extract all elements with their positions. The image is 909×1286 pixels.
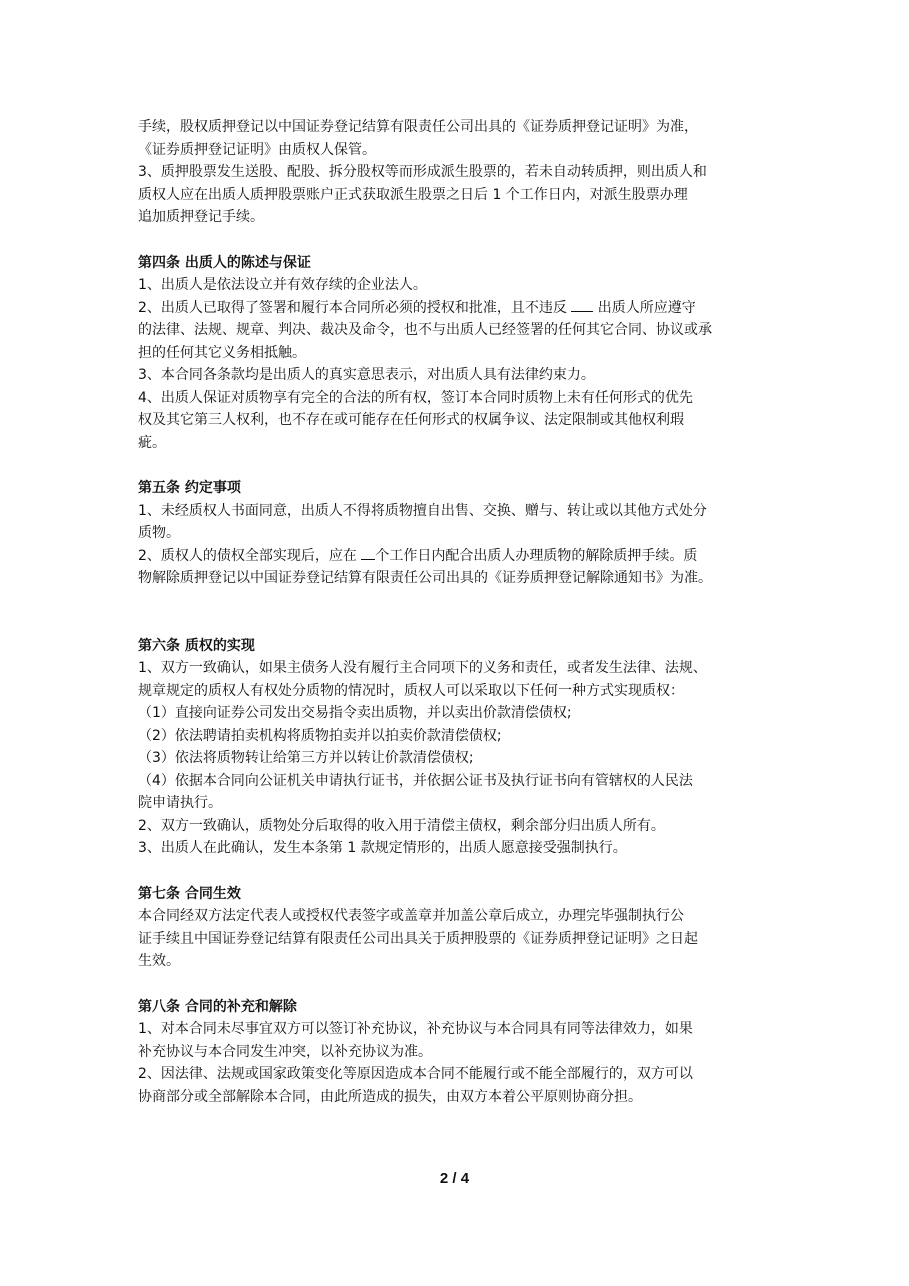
- paragraph-line: [138, 545, 778, 568]
- section-title-6: 第六条 质权的实现: [138, 637, 255, 654]
- section-title-5: 第五条 约定事项: [138, 480, 241, 496]
- paragraph-line: 1、双方一致确认，如果主债务人没有履行主合同项下的义务和责任，或者发生法律、法规、: [138, 660, 707, 676]
- paragraph-line: 1、未经质权人书面同意，出质人不得将质物擅自出售、交换、赠与、转让或以其他方式处分: [138, 502, 707, 519]
- paragraph-line: 证手续且中国证券登记结算有限责任公司出具关于质押股票的《证券质押登记证明》之日起: [138, 930, 698, 947]
- page-number: 2 / 4: [439, 1170, 470, 1187]
- list-item: （3）依法将质物转让给第三方并以转让价款清偿债权;: [138, 750, 474, 766]
- paragraph-line: 规章规定的质权人有权处分质物的情况时，质权人可以采取以下任何一种方式实现质权：: [138, 682, 684, 699]
- paragraph-line: 手续，股权质押登记以中国证券登记结算有限责任公司出具的《证券质押登记证明》为准，: [138, 119, 698, 135]
- text-run: 出质人所应遵守: [593, 299, 696, 316]
- contract-body: [138, 116, 778, 1108]
- paragraph-line: 生效。: [138, 953, 180, 969]
- section-title-7: 第七条 合同生效: [138, 885, 241, 902]
- paragraph-line: 补充协议与本合同发生冲突，以补充协议为准。: [138, 1043, 432, 1060]
- paragraph-line: 4、出质人保证对质物享有完全的合法的所有权，签订本合同时质物上未有任何形式的优先: [138, 389, 693, 406]
- paragraph-line: 院申请执行。: [138, 795, 222, 811]
- paragraph-line: 1、对本合同未尽事宜双方可以签订补充协议，补充协议与本合同具有同等法律效力，如果: [138, 1021, 693, 1037]
- section-title-4: 第四条 出质人的陈述与保证: [138, 254, 311, 271]
- section-title-8: 第八条 合同的补充和解除: [138, 998, 297, 1015]
- paragraph-line: 权及其它第三人权利，也不存在或可能存在任何形式的权属争议、法定限制或其他权利瑕: [138, 412, 684, 428]
- paragraph-line: 3、质押股票发生送股、配股、拆分股权等而形成派生股票的，若未自动转质押，则出质人和: [138, 164, 707, 180]
- paragraph-line: 质权人应在出质人质押股票账户正式获取派生股票之日后 1 个工作日内，对派生股票办理: [138, 186, 688, 203]
- list-item: （4）依据本合同向公证机关申请执行证书，并依据公证书及执行证书向有管辖权的人民法: [138, 772, 693, 789]
- paragraph-line: 物解除质押登记以中国证券登记结算有限责任公司出具的《证券质押登记解除通知书》为准。: [138, 570, 712, 586]
- paragraph-line: 追加质押登记手续。: [138, 209, 264, 225]
- paragraph-line: 的法律、法规、规章、判决、裁决及命令，也不与出质人已经签署的任何其它合同、协议或承: [138, 322, 712, 338]
- fill-in-blank[interactable]: [361, 545, 375, 560]
- paragraph-line: 质物。: [138, 525, 180, 541]
- paragraph-line: [138, 297, 778, 320]
- paragraph-line: 2、双方一致确认，质物处分后取得的收入用于清偿主债权，剩余部分归出质人所有。: [138, 817, 665, 834]
- paragraph-line: 担的任何其它义务相抵触。: [138, 344, 306, 361]
- paragraph-line: 疵。: [138, 434, 166, 451]
- text-run: 2、出质人已取得了签署和履行本合同所必须的授权和批准，且不违反: [138, 299, 572, 316]
- paragraph-line: 本合同经双方法定代表人或授权代表签字或盖章并加盖公章后成立，办理完毕强制执行公: [138, 908, 684, 924]
- list-item: （2）依法聘请拍卖机构将质物拍卖并以拍卖价款清偿债权;: [138, 727, 502, 744]
- list-item: （1）直接向证券公司发出交易指令卖出质物，并以卖出价款清偿债权;: [138, 705, 572, 721]
- paragraph-line: 1、出质人是依法设立并有效存续的企业法人。: [138, 277, 427, 293]
- paragraph-line: 3、出质人在此确认，发生本条第 1 款规定情形的，出质人愿意接受强制执行。: [138, 840, 627, 856]
- paragraph-line: 协商部分或全部解除本合同，由此所造成的损失，由双方本着公平原则协商分担。: [138, 1088, 642, 1105]
- paragraph-line: 2、因法律、法规或国家政策变化等原因造成本合同不能履行或不能全部履行的，双方可以: [138, 1066, 693, 1082]
- text-run: 2、质权人的债权全部实现后，应在: [138, 547, 362, 564]
- text-run: 个工作日内配合出质人办理质物的解除质押手续。质: [375, 547, 698, 564]
- paragraph-line: 《证券质押登记证明》由质权人保管。: [138, 141, 376, 158]
- paragraph-line: 3、本合同各条款均是出质人的真实意思表示，对出质人具有法律约束力。: [138, 367, 595, 383]
- fill-in-blank[interactable]: [571, 297, 593, 312]
